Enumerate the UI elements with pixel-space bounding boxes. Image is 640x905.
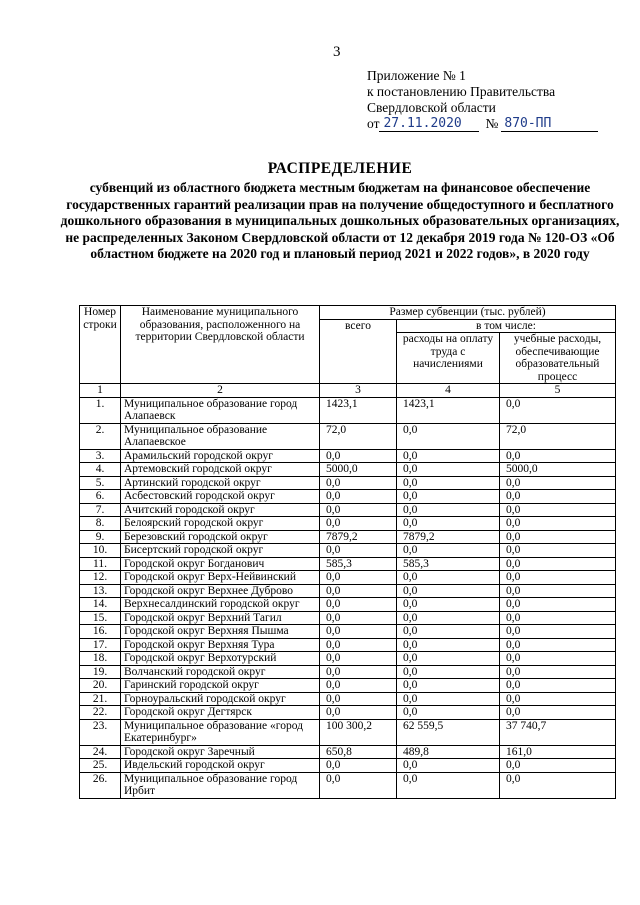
row-number: 18. bbox=[80, 652, 121, 666]
labor-amount: 62 559,5 bbox=[397, 719, 500, 745]
from-label: от bbox=[367, 116, 380, 131]
table-row bbox=[80, 463, 616, 477]
labor-amount: 0,0 bbox=[397, 598, 500, 612]
municipality-name: Муниципальное образование город Ирбит bbox=[121, 772, 320, 798]
table-row bbox=[80, 652, 616, 666]
column-number: 5 bbox=[500, 384, 616, 398]
total-amount: 0,0 bbox=[320, 772, 397, 798]
column-number: 1 bbox=[80, 384, 121, 398]
labor-amount: 0,0 bbox=[397, 584, 500, 598]
municipality-name: Городской округ Богданович bbox=[121, 557, 320, 571]
row-number: 10. bbox=[80, 544, 121, 558]
labor-amount: 0,0 bbox=[397, 490, 500, 504]
municipality-name: Городской округ Верхняя Пышма bbox=[121, 625, 320, 639]
total-amount: 0,0 bbox=[320, 625, 397, 639]
labor-amount: 0,0 bbox=[397, 665, 500, 679]
educational-amount: 0,0 bbox=[500, 611, 616, 625]
appendix-line-2: к постановлению Правительства bbox=[367, 84, 556, 99]
row-number: 22. bbox=[80, 706, 121, 720]
appendix-block bbox=[367, 68, 598, 132]
total-amount: 0,0 bbox=[320, 584, 397, 598]
header-total: всего bbox=[320, 319, 397, 384]
municipality-name: Муниципальное образование Алапаевское bbox=[121, 423, 320, 449]
municipality-name: Белоярский городской округ bbox=[121, 517, 320, 531]
educational-amount: 0,0 bbox=[500, 544, 616, 558]
educational-amount: 0,0 bbox=[500, 397, 616, 423]
educational-amount: 0,0 bbox=[500, 517, 616, 531]
educational-amount: 0,0 bbox=[500, 598, 616, 612]
labor-amount: 0,0 bbox=[397, 679, 500, 693]
municipality-name: Городской округ Заречный bbox=[121, 745, 320, 759]
header-including: в том числе: bbox=[397, 319, 616, 333]
table-row bbox=[80, 397, 616, 423]
educational-amount: 37 740,7 bbox=[500, 719, 616, 745]
row-number: 20. bbox=[80, 679, 121, 693]
municipality-name: Гаринский городской округ bbox=[121, 679, 320, 693]
number-label: № bbox=[485, 116, 499, 131]
municipality-name: Волчанский городской округ bbox=[121, 665, 320, 679]
table-row bbox=[80, 745, 616, 759]
table-row bbox=[80, 611, 616, 625]
row-number: 12. bbox=[80, 571, 121, 585]
row-number: 13. bbox=[80, 584, 121, 598]
appendix-line-1: Приложение № 1 bbox=[367, 68, 466, 83]
educational-amount: 5000,0 bbox=[500, 463, 616, 477]
educational-amount: 161,0 bbox=[500, 745, 616, 759]
row-number: 7. bbox=[80, 503, 121, 517]
labor-amount: 0,0 bbox=[397, 517, 500, 531]
document-title: РАСПРЕДЕЛЕНИЕ bbox=[267, 160, 413, 177]
total-amount: 0,0 bbox=[320, 544, 397, 558]
total-amount: 0,0 bbox=[320, 759, 397, 773]
municipality-name: Городской округ Верхняя Тура bbox=[121, 638, 320, 652]
total-amount: 0,0 bbox=[320, 598, 397, 612]
educational-amount: 0,0 bbox=[500, 503, 616, 517]
column-number: 2 bbox=[121, 384, 320, 398]
page-number: 3 bbox=[333, 44, 341, 60]
table-row bbox=[80, 571, 616, 585]
educational-amount: 0,0 bbox=[500, 638, 616, 652]
municipality-name: Городской округ Верхнее Дуброво bbox=[121, 584, 320, 598]
table-row bbox=[80, 598, 616, 612]
educational-amount: 0,0 bbox=[500, 679, 616, 693]
total-amount: 0,0 bbox=[320, 706, 397, 720]
row-number: 1. bbox=[80, 397, 121, 423]
header-educational-costs: учебные расходы, обеспечивающие образовательный процесс bbox=[500, 333, 616, 384]
table-row bbox=[80, 772, 616, 798]
labor-amount: 0,0 bbox=[397, 706, 500, 720]
row-number: 23. bbox=[80, 719, 121, 745]
header-row-number: Номер строки bbox=[80, 306, 121, 384]
resolution-date-number bbox=[367, 116, 598, 132]
header-municipality: Наименование муниципального образования, расположенного на территории Свердловской области bbox=[121, 306, 320, 384]
row-number: 16. bbox=[80, 625, 121, 639]
labor-amount: 7879,2 bbox=[397, 530, 500, 544]
document-title-block bbox=[60, 160, 620, 263]
row-number: 6. bbox=[80, 490, 121, 504]
row-number: 17. bbox=[80, 638, 121, 652]
row-number: 4. bbox=[80, 463, 121, 477]
row-number: 15. bbox=[80, 611, 121, 625]
total-amount: 5000,0 bbox=[320, 463, 397, 477]
table-row bbox=[80, 557, 616, 571]
table-row bbox=[80, 423, 616, 449]
educational-amount: 0,0 bbox=[500, 571, 616, 585]
table-row bbox=[80, 503, 616, 517]
labor-amount: 0,0 bbox=[397, 544, 500, 558]
column-number: 4 bbox=[397, 384, 500, 398]
row-number: 26. bbox=[80, 772, 121, 798]
municipality-name: Муниципальное образование город Алапаевск bbox=[121, 397, 320, 423]
table-row bbox=[80, 719, 616, 745]
table-row bbox=[80, 449, 616, 463]
total-amount: 0,0 bbox=[320, 490, 397, 504]
table-row bbox=[80, 476, 616, 490]
municipality-name: Арамильский городской округ bbox=[121, 449, 320, 463]
municipality-name: Ачитский городской округ bbox=[121, 503, 320, 517]
educational-amount: 0,0 bbox=[500, 449, 616, 463]
municipality-name: Бисертский городской округ bbox=[121, 544, 320, 558]
labor-amount: 0,0 bbox=[397, 476, 500, 490]
table-row bbox=[80, 706, 616, 720]
total-amount: 0,0 bbox=[320, 692, 397, 706]
municipality-name: Ивдельский городской округ bbox=[121, 759, 320, 773]
labor-amount: 1423,1 bbox=[397, 397, 500, 423]
table-row bbox=[80, 665, 616, 679]
table-row bbox=[80, 759, 616, 773]
total-amount: 7879,2 bbox=[320, 530, 397, 544]
labor-amount: 0,0 bbox=[397, 625, 500, 639]
row-number: 3. bbox=[80, 449, 121, 463]
total-amount: 0,0 bbox=[320, 449, 397, 463]
row-number: 14. bbox=[80, 598, 121, 612]
appendix-line-3: Свердловской области bbox=[367, 100, 496, 115]
total-amount: 0,0 bbox=[320, 679, 397, 693]
educational-amount: 72,0 bbox=[500, 423, 616, 449]
labor-amount: 0,0 bbox=[397, 423, 500, 449]
resolution-date: 27.11.2020 bbox=[379, 117, 479, 132]
table-row bbox=[80, 625, 616, 639]
row-number: 5. bbox=[80, 476, 121, 490]
table-row bbox=[80, 490, 616, 504]
table-row bbox=[80, 517, 616, 531]
labor-amount: 0,0 bbox=[397, 759, 500, 773]
total-amount: 0,0 bbox=[320, 611, 397, 625]
labor-amount: 0,0 bbox=[397, 503, 500, 517]
municipality-name: Городской округ Дегтярск bbox=[121, 706, 320, 720]
total-amount: 585,3 bbox=[320, 557, 397, 571]
labor-amount: 0,0 bbox=[397, 652, 500, 666]
resolution-number: 870-ПП bbox=[501, 117, 598, 132]
municipality-name: Верхнесалдинский городской округ bbox=[121, 598, 320, 612]
total-amount: 72,0 bbox=[320, 423, 397, 449]
educational-amount: 0,0 bbox=[500, 584, 616, 598]
table-row bbox=[80, 679, 616, 693]
row-number: 8. bbox=[80, 517, 121, 531]
row-number: 21. bbox=[80, 692, 121, 706]
labor-amount: 0,0 bbox=[397, 571, 500, 585]
educational-amount: 0,0 bbox=[500, 530, 616, 544]
labor-amount: 585,3 bbox=[397, 557, 500, 571]
column-number-row bbox=[80, 384, 616, 398]
total-amount: 0,0 bbox=[320, 665, 397, 679]
educational-amount: 0,0 bbox=[500, 759, 616, 773]
municipality-name: Горноуральский городской округ bbox=[121, 692, 320, 706]
educational-amount: 0,0 bbox=[500, 490, 616, 504]
document-subtitle: субвенций из областного бюджета местным бюджетам на финансовое обеспечение государственных гарантий реализации прав на получение общедоступного и бесплатного дошкольного образования в муниципальных дошкольных образовательных организациях, не распределенных Законом Свердловской области от 12 декабря 2019 года № 120-ОЗ «Об областном бюджете на 2020 год и плановый период 2021 и 2022 годов», в 2020 году bbox=[60, 180, 620, 261]
table-row bbox=[80, 530, 616, 544]
municipality-name: Муниципальное образование «город Екатеринбург» bbox=[121, 719, 320, 745]
municipality-name: Асбестовский городской округ bbox=[121, 490, 320, 504]
educational-amount: 0,0 bbox=[500, 692, 616, 706]
labor-amount: 0,0 bbox=[397, 611, 500, 625]
table-row bbox=[80, 544, 616, 558]
row-number: 25. bbox=[80, 759, 121, 773]
labor-amount: 0,0 bbox=[397, 449, 500, 463]
municipality-name: Городской округ Верх-Нейвинский bbox=[121, 571, 320, 585]
row-number: 9. bbox=[80, 530, 121, 544]
total-amount: 0,0 bbox=[320, 476, 397, 490]
row-number: 2. bbox=[80, 423, 121, 449]
educational-amount: 0,0 bbox=[500, 652, 616, 666]
table-row bbox=[80, 638, 616, 652]
educational-amount: 0,0 bbox=[500, 706, 616, 720]
total-amount: 0,0 bbox=[320, 503, 397, 517]
municipality-name: Березовский городской округ bbox=[121, 530, 320, 544]
educational-amount: 0,0 bbox=[500, 476, 616, 490]
row-number: 24. bbox=[80, 745, 121, 759]
educational-amount: 0,0 bbox=[500, 772, 616, 798]
column-number: 3 bbox=[320, 384, 397, 398]
row-number: 11. bbox=[80, 557, 121, 571]
municipality-name: Артинский городской округ bbox=[121, 476, 320, 490]
subvention-table bbox=[79, 305, 616, 799]
labor-amount: 0,0 bbox=[397, 463, 500, 477]
total-amount: 650,8 bbox=[320, 745, 397, 759]
total-amount: 0,0 bbox=[320, 638, 397, 652]
labor-amount: 0,0 bbox=[397, 692, 500, 706]
total-amount: 100 300,2 bbox=[320, 719, 397, 745]
total-amount: 0,0 bbox=[320, 571, 397, 585]
labor-amount: 0,0 bbox=[397, 638, 500, 652]
labor-amount: 0,0 bbox=[397, 772, 500, 798]
header-labor-costs: расходы на оплату труда с начислениями bbox=[397, 333, 500, 384]
row-number: 19. bbox=[80, 665, 121, 679]
municipality-name: Городской округ Верхотурский bbox=[121, 652, 320, 666]
header-subvention-size: Размер субвенции (тыс. рублей) bbox=[320, 306, 616, 320]
educational-amount: 0,0 bbox=[500, 557, 616, 571]
total-amount: 1423,1 bbox=[320, 397, 397, 423]
table-row bbox=[80, 584, 616, 598]
educational-amount: 0,0 bbox=[500, 625, 616, 639]
total-amount: 0,0 bbox=[320, 517, 397, 531]
municipality-name: Артемовский городской округ bbox=[121, 463, 320, 477]
labor-amount: 489,8 bbox=[397, 745, 500, 759]
educational-amount: 0,0 bbox=[500, 665, 616, 679]
municipality-name: Городской округ Верхний Тагил bbox=[121, 611, 320, 625]
table-row bbox=[80, 692, 616, 706]
total-amount: 0,0 bbox=[320, 652, 397, 666]
